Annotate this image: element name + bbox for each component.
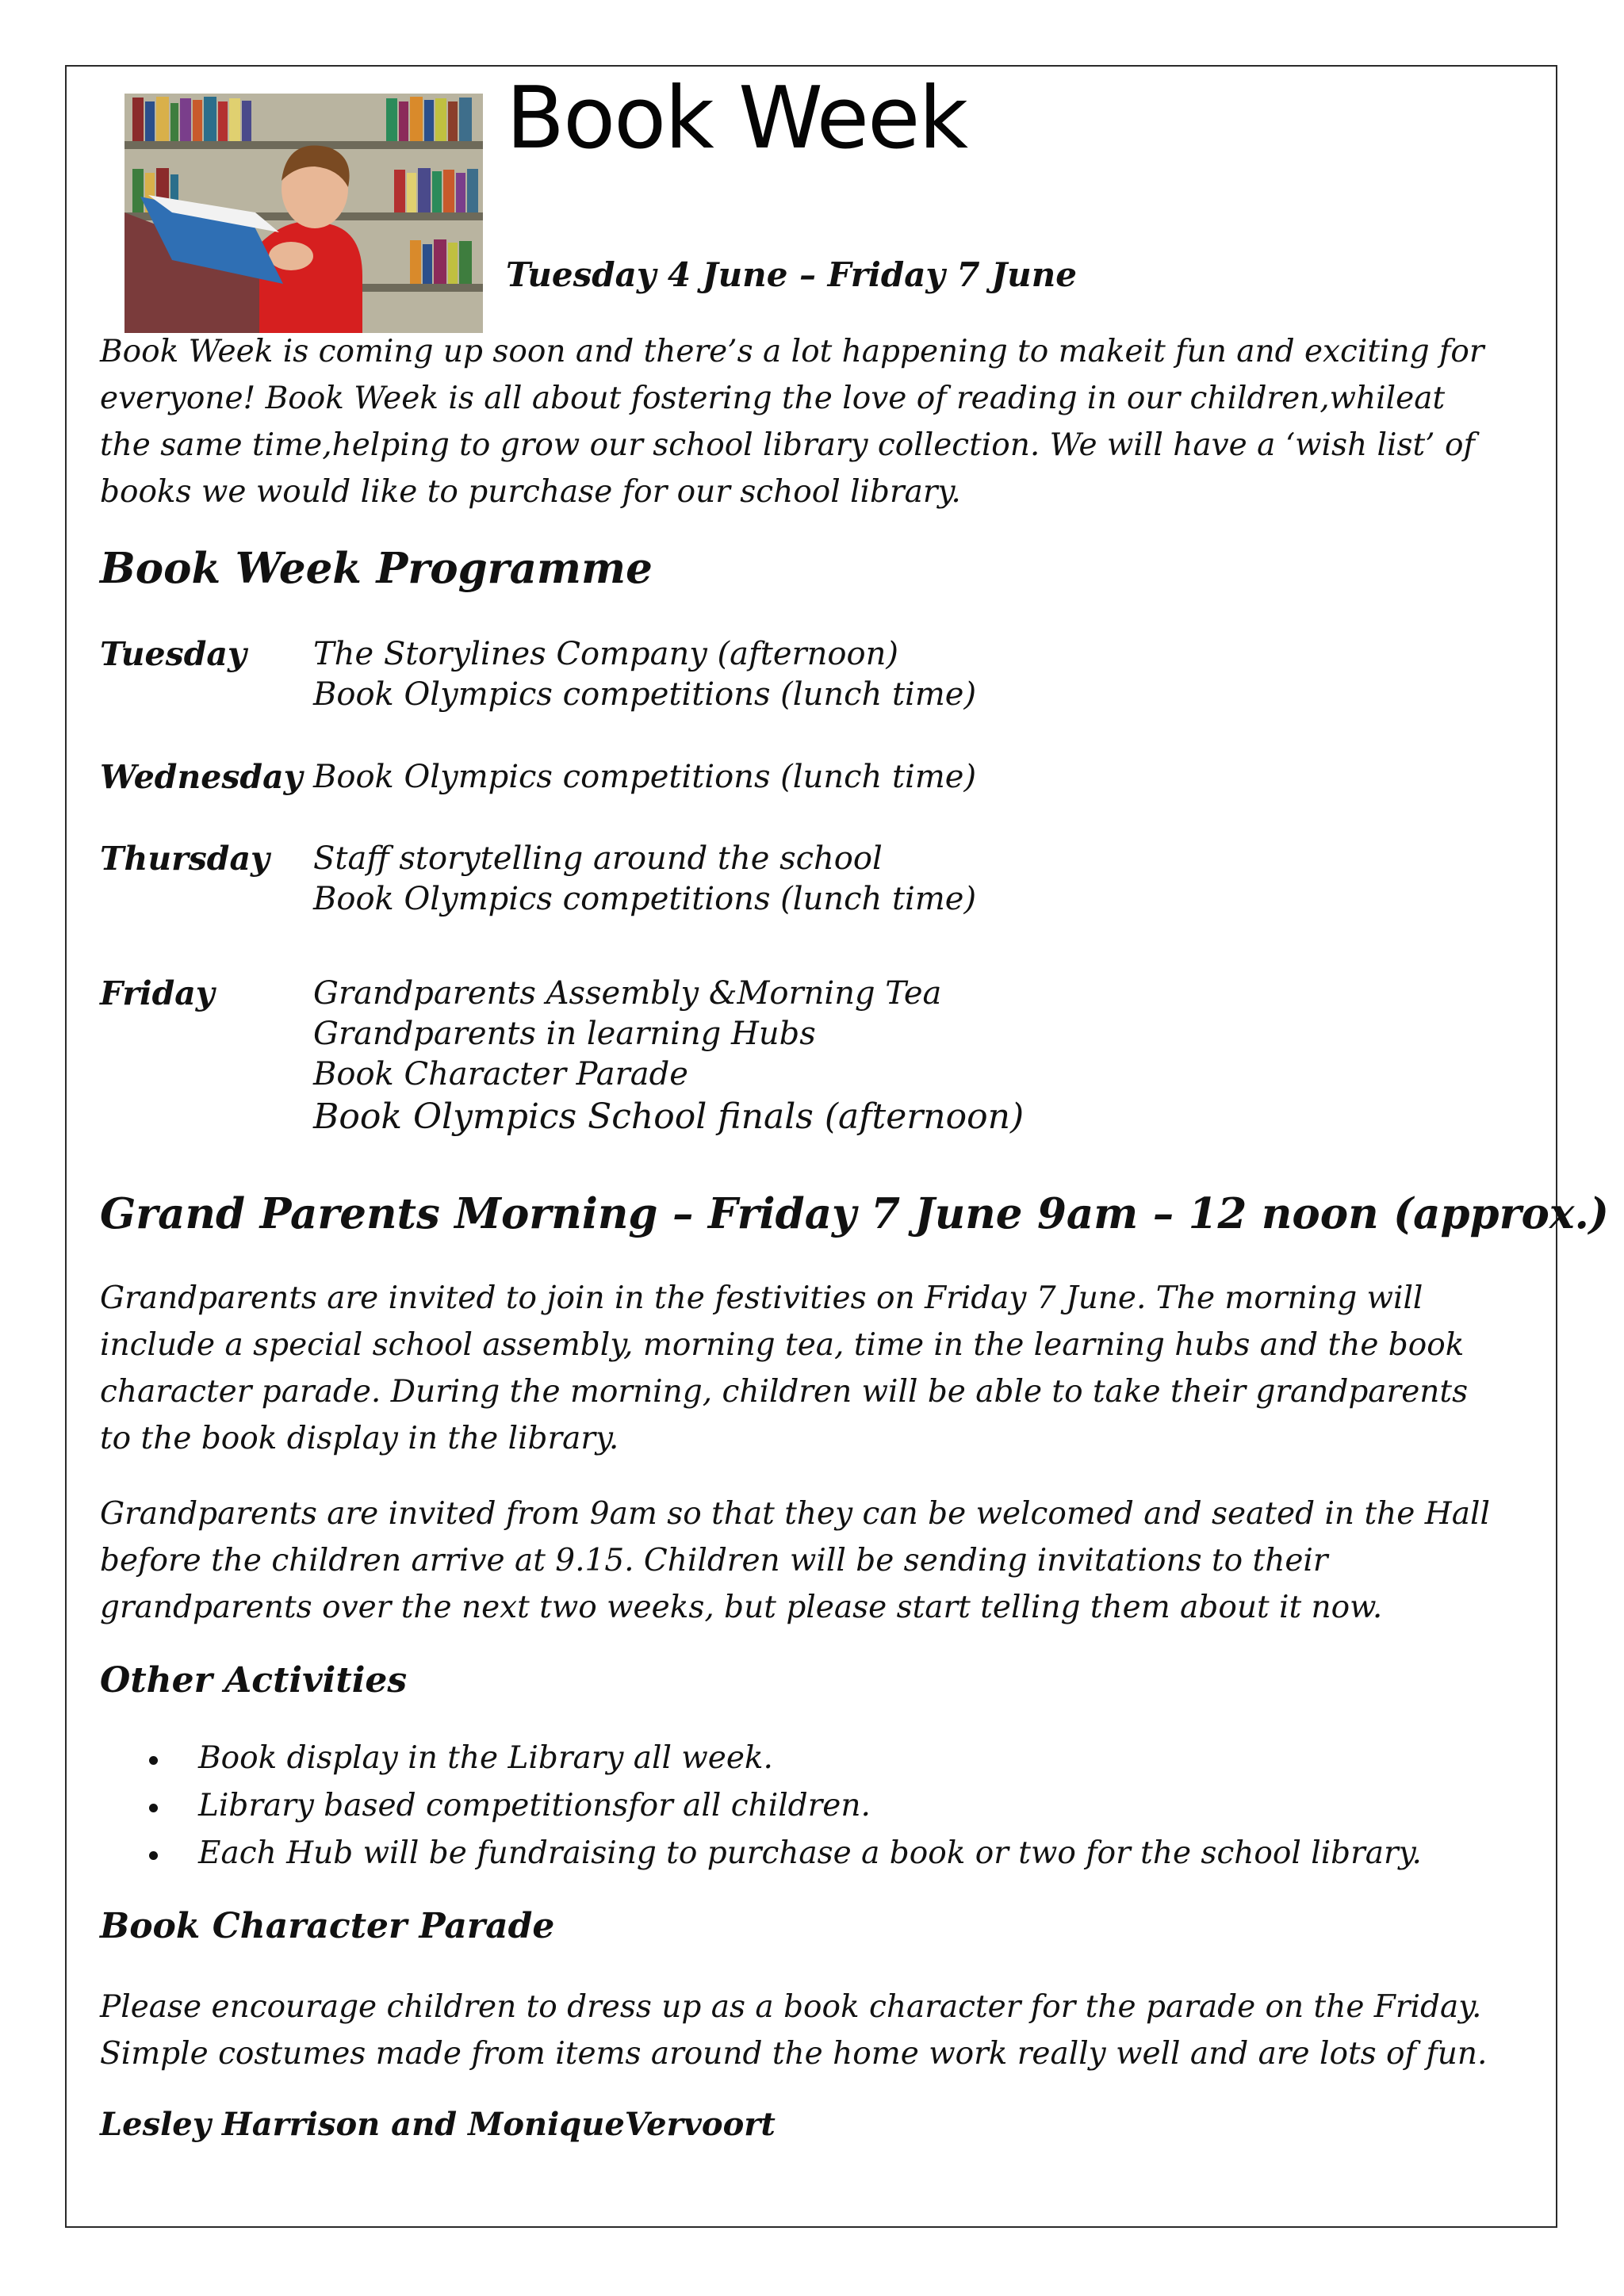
other-activities-heading: Other Activities: [100, 1660, 408, 1701]
programme-items-friday: [313, 974, 1024, 1139]
list-item: Library based competitionsfor all children.: [100, 1782, 1422, 1830]
programme-item: Book Olympics competitions (lunch time): [313, 759, 977, 795]
programme-items-thursday: [313, 839, 976, 920]
intro-line: Book Week is coming up soon and there’s a lot happening to makeit fun and exciting for: [100, 334, 1484, 369]
programme-item: Book Olympics School finals (afternoon): [313, 1096, 1025, 1137]
other-activities-list: [100, 1735, 1422, 1877]
programme-items-tuesday: [313, 634, 976, 715]
grandparents-paragraph-2: [100, 1490, 1527, 1631]
paragraph-line: Please encourage children to dress up as a book character for the parade on the Friday.: [100, 1989, 1482, 2025]
paragraph-line: Grandparents are invited from 9am so that they can be welcomed and seated in the Hall: [100, 1496, 1490, 1532]
intro-line: the same time,helping to grow our school library collection. We will have a ‘wish list’ of: [100, 427, 1475, 463]
parade-heading: Book Character Parade: [100, 1906, 555, 1946]
programme-item: Book Character Parade: [313, 1056, 688, 1093]
intro-line: books we would like to purchase for our school library.: [100, 474, 961, 510]
intro-paragraph: [100, 328, 1527, 515]
signature: Lesley Harrison and MoniqueVervoort: [100, 2106, 776, 2143]
programme-item: The Storylines Company (afternoon): [313, 636, 898, 672]
paragraph-line: Grandparents are invited to join in the festivities on Friday 7 June. The morning will: [100, 1280, 1423, 1316]
page-title: Book Week: [506, 69, 967, 168]
paragraph-line: Simple costumes made from items around the home work really well and are lots of fun.: [100, 2036, 1488, 2072]
boy-reading-photo: [124, 94, 483, 333]
intro-line: everyone! Book Week is all about fostering the love of reading in our children,whileat: [100, 381, 1446, 416]
programme-items-wednesday: [313, 757, 976, 798]
paragraph-line: grandparents over the next two weeks, but please start telling them about it now.: [100, 1590, 1383, 1625]
programme-day-thursday: Thursday: [100, 840, 270, 878]
parade-paragraph: [100, 1984, 1527, 2077]
boy-reading-illustration: [124, 94, 483, 333]
grandparents-paragraph-1: [100, 1275, 1527, 1462]
programme-item: Grandparents Assembly &Morning Tea: [313, 975, 942, 1012]
grandparents-heading: Grand Parents Morning – Friday 7 June 9am – 12 noon (approx.): [100, 1189, 1610, 1238]
programme-day-friday: Friday: [100, 974, 215, 1012]
paragraph-line: before the children arrive at 9.15. Children will be sending invitations to their: [100, 1543, 1328, 1578]
list-item: Each Hub will be fundraising to purchase a book or two for the school library.: [100, 1830, 1422, 1877]
programme-item: Staff storytelling around the school: [313, 840, 883, 877]
programme-item: Book Olympics competitions (lunch time): [313, 881, 977, 917]
programme-item: Book Olympics competitions (lunch time): [313, 676, 977, 713]
programme-item: Grandparents in learning Hubs: [313, 1016, 816, 1052]
paragraph-line: to the book display in the library.: [100, 1421, 619, 1456]
programme-day-wednesday: Wednesday: [100, 758, 303, 796]
paragraph-line: character parade. During the morning, children will be able to take their grandparents: [100, 1374, 1469, 1410]
programme-heading: Book Week Programme: [100, 544, 653, 593]
programme-day-tuesday: Tuesday: [100, 635, 247, 673]
event-dates: Tuesday 4 June – Friday 7 June: [506, 255, 1077, 294]
paragraph-line: include a special school assembly, morning tea, time in the learning hubs and the book: [100, 1327, 1465, 1363]
list-item: Book display in the Library all week.: [100, 1735, 1422, 1782]
